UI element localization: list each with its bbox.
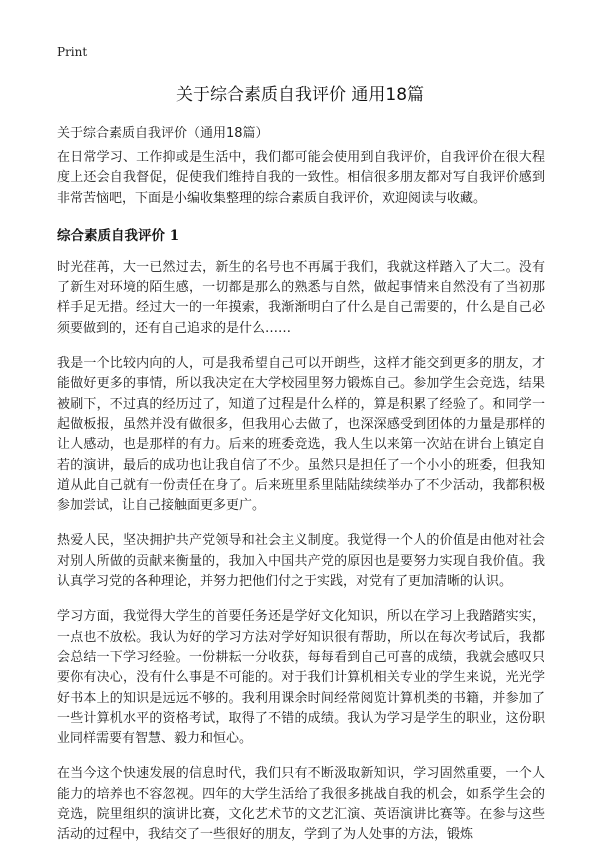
section-heading: 综合素质自我评价 1 [57, 227, 180, 244]
document-subtitle: 关于综合素质自我评价（通用18篇） [57, 126, 269, 141]
intro-paragraph: 在日常学习、工作抑或是生活中，我们都可能会使用到自我评价，自我评价在很大程度上还会自我督促，促使我们维持自我的一致性。相信很多朋友都对写自我评价感到非常苦恼吧，下面是小编收集整理的综合素质自我评价，欢迎阅读与收藏。 [57, 150, 545, 206]
print-link[interactable]: Print [57, 45, 88, 59]
document-body [57, 148, 545, 861]
body-paragraph: 学习方面，我觉得大学生的首要任务还是学好文化知识，所以在学习上我踏踏实实，一点也不放松。我认为好的学习方法对学好知识很有帮助，所以在每次考试后，我都会总结一下学习经验。一份耕耘一分收获，每每看到自己可喜的成绩，我就会感叹只要你有决心，没有什么事是不可能的。对于我们计算机相关专业的学生来说，光光学好书本上的知识是远远不够的。我利用课余时间经常阅览计算机类的书籍，并参加了一些计算机水平的资格考试，取得了不错的成绩。我认为学习是学生的职业，这份职业同样需要有智慧、毅力和恒心。 [57, 609, 545, 747]
body-paragraph: 热爱人民，坚决拥护共产党领导和社会主义制度。我觉得一个人的价值是由他对社会对别人所做的贡献来衡量的，我加入中国共产党的原因也是要努力实现自我价值。我认真学习党的各种理论，并努力把他们付之于实践，对党有了更加清晰的认识。 [57, 533, 545, 590]
body-paragraph: 时光荏苒，大一已然过去，新生的名号也不再属于我们，我就这样踏入了大二。没有了新生对环境的陌生感，一切都是那么的熟悉与自然，做起事情来自然没有了当初那样手足无措。经过大一的一年摸索，我渐渐明白了什么是自己需要的，什么是自己必须要做到的，还有自己追求的是什么…… [57, 259, 545, 336]
body-paragraph: 我是一个比较内向的人，可是我希望自己可以开朗些，这样才能交到更多的朋友，才能做好更多的事情，所以我决定在大学校园里努力锻炼自己。参加学生会竞选，结果被刷下，不过真的经历过了，知道了过程是什么样的，算是积累了经验了。和同学一起做板报，虽然并没有做很多，但我用心去做了，也深深感受到团体的力量是那样的让人感动，也是那样的有力。后来的班委竞选，我人生以来第一次站在讲台上镇定自若的演讲，最后的成功也让我自信了不少。虽然只是担任了一个小小的班委，但我知道从此自己就有一份责任在身了。后来班里系里陆陆续续举办了不少活动，我都积极参加尝试，让自己接触面更多更广。 [57, 356, 545, 514]
body-paragraph: 在当今这个快速发展的信息时代，我们只有不断汲取新知识，学习固然重要，一个人能力的培养也不容忽视。四年的大学生活给了我很多挑战自我的机会，如系学生会的竞选，院里组织的演讲比赛，文化艺术节的文艺汇演、英语演讲比赛等。在参与这些活动的过程中，我结交了一些很好的朋友，学到了为人处事的方法，锻炼 [57, 766, 545, 843]
page-title: 关于综合素质自我评价 通用18篇 [175, 85, 425, 105]
